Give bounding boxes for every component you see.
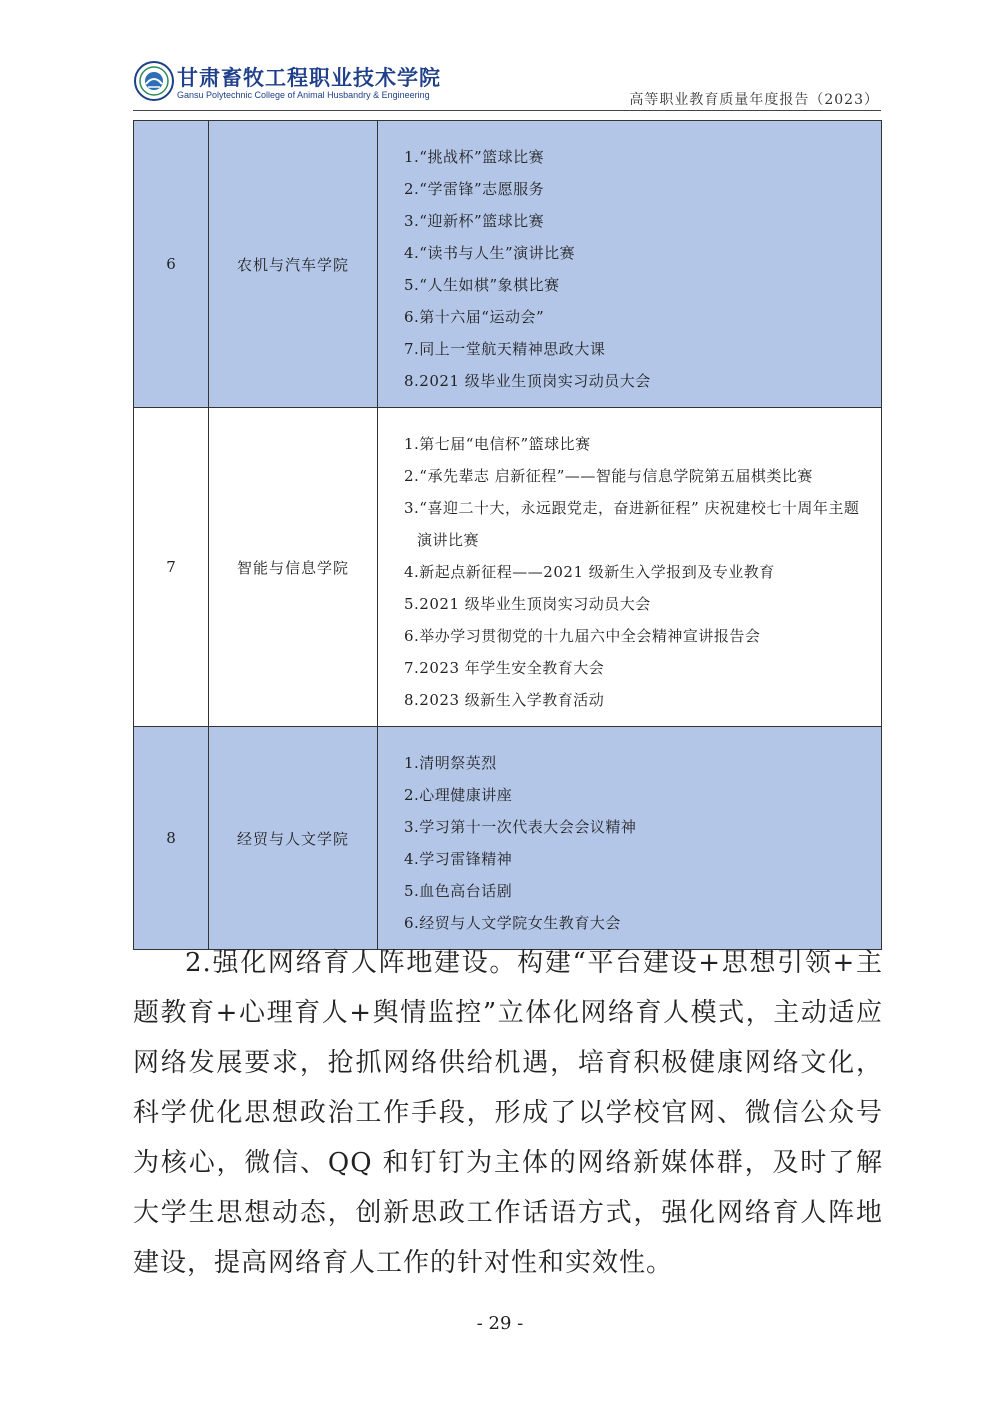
list-item: 2.“学雷锋”志愿服务 bbox=[404, 180, 545, 198]
list-item: 2.“承先辈志 启新征程”——智能与信息学院第五届棋类比赛 bbox=[404, 467, 813, 485]
activity-list bbox=[378, 408, 881, 726]
row-number: 7 bbox=[134, 408, 209, 727]
table-row bbox=[134, 408, 882, 727]
list-item: 1.清明祭英烈 bbox=[404, 754, 497, 772]
list-item: 8.2023 级新生入学教育活动 bbox=[404, 691, 605, 709]
list-item: 7.2023 年学生安全教育大会 bbox=[404, 659, 605, 677]
list-item: 3.“迎新杯”篮球比赛 bbox=[404, 212, 545, 230]
list-item: 6.经贸与人文学院女生教育大会 bbox=[404, 914, 621, 932]
activity-list-cell bbox=[378, 408, 882, 727]
list-item: 8.2021 级毕业生顶岗实习动员大会 bbox=[404, 372, 651, 390]
page-header bbox=[133, 58, 881, 110]
activities-table bbox=[133, 120, 882, 950]
list-item: 6.举办学习贯彻党的十九届六中全会精神宣讲报告会 bbox=[404, 627, 761, 645]
list-item: 6.第十六届“运动会” bbox=[404, 308, 545, 326]
page-number: - 29 - bbox=[476, 1313, 524, 1334]
activity-list-cell bbox=[378, 121, 882, 408]
list-item: 1.“挑战杯”篮球比赛 bbox=[404, 148, 545, 166]
list-item: 5.“人生如棋”象棋比赛 bbox=[404, 276, 560, 294]
header-divider bbox=[133, 110, 881, 111]
activity-list-cell bbox=[378, 727, 882, 950]
school-name-cn: 甘肃畜牧工程职业技术学院 bbox=[177, 66, 441, 90]
activity-list bbox=[378, 121, 881, 407]
list-item: 5.血色高台话剧 bbox=[404, 882, 513, 900]
table-row bbox=[134, 121, 882, 408]
list-item: 4.“读书与人生”演讲比赛 bbox=[404, 244, 576, 262]
list-item: 4.新起点新征程——2021 级新生入学报到及专业教育 bbox=[404, 563, 775, 581]
report-title: 高等职业教育质量年度报告（2023） bbox=[629, 92, 879, 108]
school-name-en: Gansu Polytechnic College of Animal Husbandry & Engineering bbox=[177, 90, 430, 100]
body-paragraph: 2.强化网络育人阵地建设。构建“平台建设+思想引领+主题教育+心理育人+舆情监控”立体化网络育人模式，主动适应网络发展要求，抢抓网络供给机遇，培育积极健康网络文化，科学优化思想政治工作手段，形成了以学校官网、微信公众号为核心，微信、QQ 和钉钉为主体的网络新媒体群，及时了解大学生思想动态，创新思政工作话语方式，强化网络育人阵地建设，提高网络育人工作的针对性和实效性。 bbox=[133, 948, 883, 1278]
row-number: 8 bbox=[134, 727, 209, 950]
row-number: 6 bbox=[134, 121, 209, 408]
activity-list bbox=[378, 727, 881, 949]
department-name: 经贸与人文学院 bbox=[209, 727, 378, 950]
department-name: 农机与汽车学院 bbox=[209, 121, 378, 408]
table-row bbox=[134, 727, 882, 950]
list-item: 3.学习第十一次代表大会会议精神 bbox=[404, 818, 637, 836]
department-name: 智能与信息学院 bbox=[209, 408, 378, 727]
list-item: 4.学习雷锋精神 bbox=[404, 850, 513, 868]
list-item: 1.第七届“电信杯”篮球比赛 bbox=[404, 435, 591, 453]
list-item: 2.心理健康讲座 bbox=[404, 786, 513, 804]
list-item: 5.2021 级毕业生顶岗实习动员大会 bbox=[404, 595, 651, 613]
list-item: 3.“喜迎二十大，永远跟党走，奋进新征程” 庆祝建校七十周年主题演讲比赛 bbox=[404, 499, 860, 549]
list-item: 7.同上一堂航天精神思政大课 bbox=[404, 340, 606, 358]
school-logo-icon bbox=[133, 60, 175, 102]
